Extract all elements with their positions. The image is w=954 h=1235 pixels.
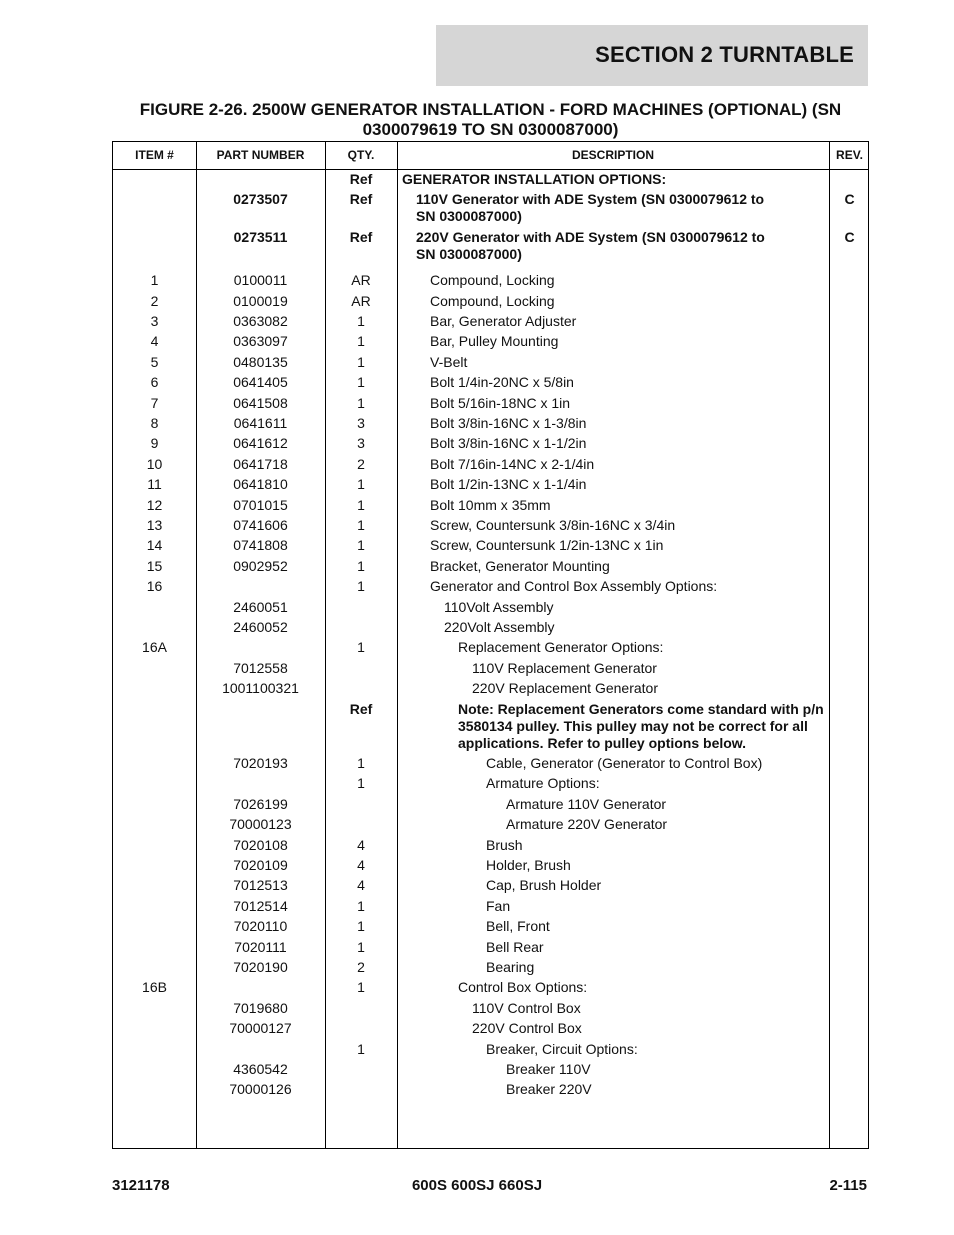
description: Bar, Pulley Mounting [430,333,559,350]
doc-number: 3121178 [112,1177,170,1194]
quantity: 1 [357,775,365,792]
part-number: 7020110 [233,918,288,935]
part-number: 0741606 [233,517,288,533]
description: Cable, Generator (Generator to Control Box) [486,755,763,771]
quantity: 1 [357,476,365,493]
description: Cap, Brush Holder [486,877,602,894]
quantity: 1 [357,537,365,554]
parts-table [112,141,869,1149]
section-title: SECTION 2 TURNTABLE [595,42,854,67]
description: Bar, Generator Adjuster [430,313,577,329]
part-number: 0641405 [233,374,288,391]
description: Bolt 1/2in-13NC x 1-1/4in [430,476,587,493]
figure-title: FIGURE 2-26. 2500W GENERATOR INSTALLATION - FORD MACHINES (OPTIONAL) (SN 0300079619 TO SN 0300087000) [139,100,842,139]
item-number: 4 [150,333,159,350]
quantity: 4 [357,857,365,873]
description: Breaker 110V [506,1061,591,1077]
description: Armature 220V Generator [506,816,668,833]
description: Brush [486,836,523,853]
part-number: 1001100321 [222,680,299,697]
part-number: 0363082 [233,313,288,329]
part-number: 70000123 [229,816,292,833]
item-number: 14 [146,537,163,554]
part-number: 7020109 [233,857,288,873]
description: Compound, Locking [430,292,555,309]
quantity: 2 [357,959,365,975]
part-number: 0701015 [233,496,288,513]
page-number: 2-115 [829,1177,867,1194]
item-number: 8 [150,415,159,431]
part-number: 7012558 [233,659,288,676]
quantity: 3 [357,415,365,431]
description: 220V Replacement Generator [472,680,658,697]
description: Breaker 220V [506,1081,592,1098]
description: 220Volt Assembly [444,619,555,635]
description: Screw, Countersunk 1/2in-13NC x 1in [430,537,664,554]
description: Bracket, Generator Mounting [430,557,610,574]
description: Bolt 1/4in-20NC x 5/8in [430,374,574,391]
part-number: 0273507 [233,191,288,208]
part-number: 7026199 [233,795,288,812]
description: 110V Control Box [472,999,581,1016]
quantity: 1 [357,918,365,935]
item-number: 13 [146,517,163,533]
part-number: 0641508 [233,394,288,411]
item-number: 7 [150,394,159,411]
col-header-qty: QTY. [347,148,375,162]
quantity: 3 [357,435,365,452]
quantity: 1 [357,496,365,513]
col-header-item: ITEM # [135,148,174,162]
item-number: 15 [146,557,163,574]
item-number: 3 [150,313,159,329]
item-number: 1 [150,272,159,289]
description: Armature 110V Generator [506,795,667,812]
description: V-Belt [430,353,468,370]
quantity: 4 [357,836,365,853]
item-number: 16 [146,578,163,595]
description: Bell, Front [486,918,550,935]
item-number: 5 [150,353,159,370]
part-number: 0641612 [233,435,288,452]
description: Breaker, Circuit Options: [486,1040,638,1057]
part-number: 0363097 [233,333,288,350]
description: Fan [486,897,511,914]
col-header-part-number: PART NUMBER [216,148,305,162]
description: Screw, Countersunk 3/8in-16NC x 3/4in [430,517,676,533]
item-number: 9 [150,435,159,452]
quantity: 1 [357,578,365,595]
quantity: 1 [357,394,365,411]
quantity: 1 [357,353,365,370]
item-number: 11 [147,476,162,493]
description: Generator and Control Box Assembly Options: [430,578,718,595]
quantity: 1 [357,517,365,533]
item-number: 12 [146,496,163,513]
item-number: 10 [146,455,163,472]
quantity: 1 [357,374,365,391]
quantity: Ref [349,700,373,717]
part-number: 70000127 [229,1020,292,1037]
description: Bearing [486,959,535,975]
part-number: 7020193 [233,755,288,771]
part-number: 2460051 [233,598,288,615]
col-divider [397,142,398,1148]
quantity: 4 [357,877,365,894]
description: Bell Rear [486,938,544,955]
item-number: 6 [150,374,159,391]
part-number: 0480135 [233,353,288,370]
item-number: 16B [142,979,167,996]
quantity: 1 [357,1040,365,1057]
revision: C [844,191,855,208]
model-list: 600S 600SJ 660SJ [411,1177,543,1194]
part-number: 2460052 [233,619,288,635]
section-banner [436,25,868,86]
quantity: Ref [349,171,373,187]
description: Bolt 7/16in-14NC x 2-1/4in [430,455,595,472]
description: Compound, Locking [430,272,555,289]
quantity: 1 [357,333,365,350]
part-number: 7020111 [234,938,287,955]
quantity: AR [351,292,371,309]
quantity: Ref [349,191,373,208]
quantity: 1 [357,557,365,574]
quantity: 2 [357,455,365,472]
part-number: 0641718 [233,455,288,472]
header-divider [113,169,868,170]
description: Bolt 3/8in-16NC x 1-1/2in [430,435,587,452]
part-number: 7012513 [233,877,288,894]
part-number: 0641611 [233,415,288,431]
description: Bolt 10mm x 35mm [430,496,551,513]
part-number: 70000126 [229,1081,292,1098]
description: Note: Replacement Generators come standard with p/n 3580134 pulley. This pulley may not be correct for all applications. Refer to pulley options below. [458,700,824,751]
part-number: 4360542 [233,1061,288,1077]
quantity: 1 [357,755,365,771]
quantity: Ref [349,228,373,245]
description: Armature Options: [486,775,600,792]
part-number: 0273511 [233,228,288,245]
quantity: 1 [357,938,365,955]
part-number: 0641810 [233,476,288,493]
item-number: 2 [150,292,159,309]
description: Holder, Brush [486,857,571,873]
description: 110V Replacement Generator [472,659,657,676]
quantity: 1 [357,313,365,329]
description: Replacement Generator Options: [458,639,664,656]
item-number: 16A [142,639,167,656]
part-number: 0100019 [233,292,288,309]
part-number: 7020190 [233,959,288,975]
quantity: 1 [357,897,365,914]
part-number: 7012514 [233,897,288,914]
description: Control Box Options: [458,979,588,996]
description: 220V Control Box [472,1020,582,1037]
part-number: 0902952 [233,557,288,574]
quantity: 1 [357,979,365,996]
quantity: 1 [357,639,365,656]
revision: C [844,228,855,245]
quantity: AR [351,272,371,289]
part-number: 7019680 [233,999,288,1016]
part-number: 0100011 [233,272,288,289]
part-number: 0741808 [233,537,288,554]
description: 110V Generator with ADE System (SN 0300079612 to SN 0300087000) [416,191,765,225]
description: 220V Generator with ADE System (SN 0300079612 to SN 0300087000) [416,228,765,262]
description: GENERATOR INSTALLATION OPTIONS: [402,171,667,187]
col-header-rev: REV. [836,148,863,162]
description: Bolt 3/8in-16NC x 1-3/8in [430,415,587,431]
col-header-description: DESCRIPTION [571,148,654,162]
description: 110Volt Assembly [444,598,554,615]
description: Bolt 5/16in-18NC x 1in [430,394,571,411]
part-number: 7020108 [233,836,288,853]
